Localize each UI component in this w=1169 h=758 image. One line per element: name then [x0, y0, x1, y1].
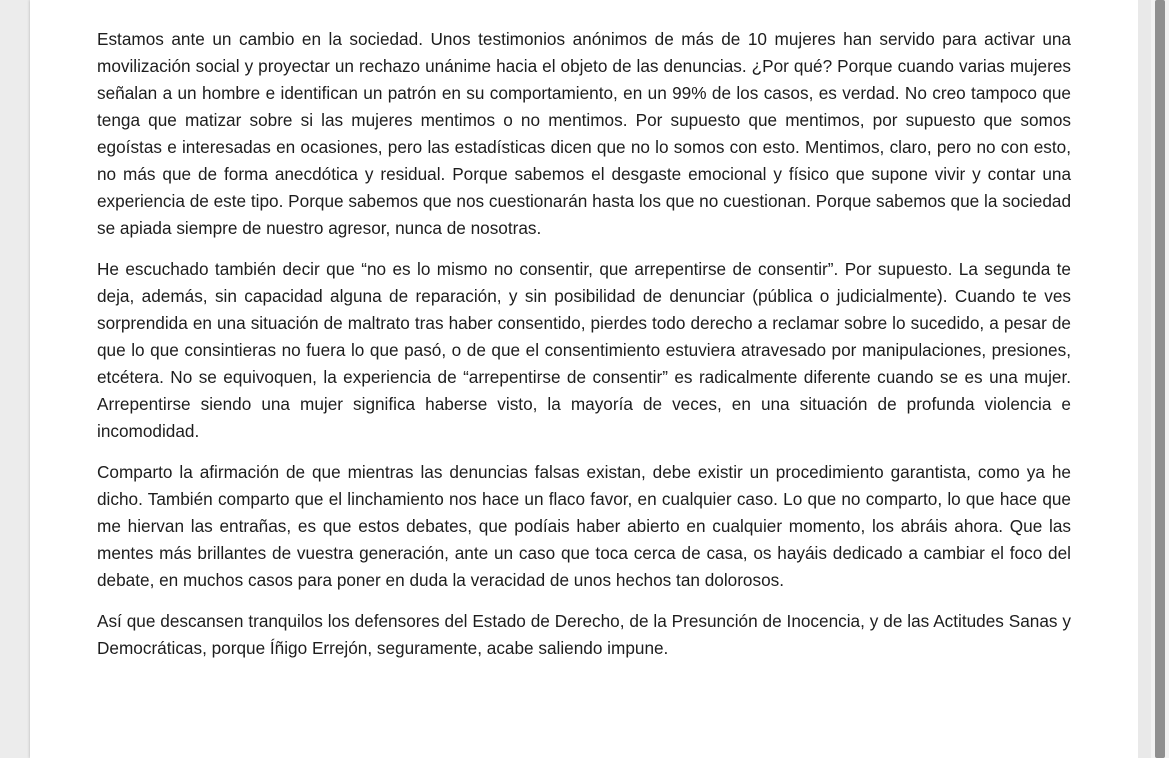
- paragraph-1: Estamos ante un cambio en la sociedad. Unos testimonios anónimos de más de 10 mujeres han servido para activar una movilización social y proyectar un rechazo unánime hacia el objeto de las denuncias. ¿Por qué? Porque cuando varias mujeres señalan a un hombre e identifican un patrón en su comportamiento, en un 99% de los casos, es verdad. No creo tampoco que tenga que matizar sobre si las mujeres mentimos o no mentimos. Por supuesto que mentimos, por supuesto que somos egoístas e interesadas en ocasiones, pero las estadísticas dicen que no lo somos con esto. Mentimos, claro, pero no con esto, no más que de forma anecdótica y residual. Porque sabemos el desgaste emocional y físico que supone vivir y contar una experiencia de este tipo. Porque sabemos que nos cuestionarán hasta los que no cuestionan. Porque sabemos que la sociedad se apiada siempre de nuestro agresor, nunca de nosotras.: [97, 29, 1071, 238]
- scrollbar-thumb[interactable]: [1155, 0, 1165, 758]
- paragraph-2: He escuchado también decir que “no es lo mismo no consentir, que arrepentirse de consentir”. Por supuesto. La segunda te deja, además, sin capacidad alguna de reparación, y sin posibilidad de denunciar (pública o judicialmente). Cuando te ves sorprendida en una situación de maltrato tras haber consentido, pierdes todo derecho a reclamar sobre lo sucedido, a pesar de que lo que consintieras no fuera lo que pasó, o de que el consentimiento estuviera atravesado por manipulaciones, presiones, etcétera. No se equivoquen, la experiencia de “arrepentirse de consentir” es radicalmente diferente cuando se es una mujer. Arrepentirse siendo una mujer significa haberse visto, la mayoría de veces, en una situación de profunda violencia e incomodidad.: [97, 259, 1071, 441]
- right-margin-area: [1138, 0, 1151, 758]
- document-page: [30, 0, 1138, 758]
- paragraph-3: Comparto la afirmación de que mientras las denuncias falsas existan, debe existir un procedimiento garantista, como ya he dicho. También comparto que el linchamiento nos hace un flaco favor, en cualquier caso. Lo que no comparto, lo que hace que me hiervan las entrañas, es que estos debates, que podíais haber abierto en cualquier momento, los abráis ahora. Que las mentes más brillantes de vuestra generación, ante un caso que toca cerca de casa, os hayáis dedicado a cambiar el foco del debate, en muchos casos para poner en duda la veracidad de unos hechos tan dolorosos.: [97, 462, 1071, 590]
- left-margin-area: [0, 0, 30, 758]
- paragraph-4: Así que descansen tranquilos los defensores del Estado de Derecho, de la Presunción de Inocencia, y de las Actitudes Sanas y Democráticas, porque Íñigo Errejón, seguramente, acabe saliendo impune.: [97, 611, 1071, 658]
- vertical-scrollbar[interactable]: [1151, 0, 1169, 758]
